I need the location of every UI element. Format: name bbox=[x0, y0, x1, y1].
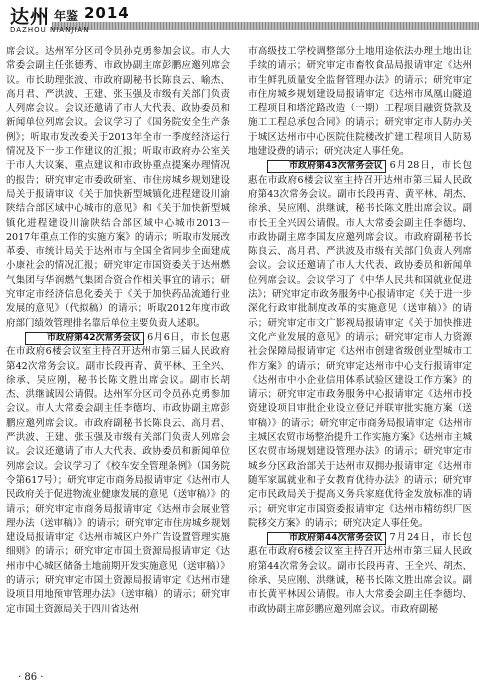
paragraph-meeting-44 bbox=[248, 531, 472, 617]
page-header bbox=[0, 0, 479, 44]
left-column bbox=[6, 45, 230, 617]
logo-year: 2014 bbox=[84, 4, 130, 22]
paragraph-meeting-42 bbox=[6, 331, 230, 617]
paragraph-continued: 席会议。达州军分区司令员孙克勇参加会议。市人大常委会副主任张德秀、市政协副主席彭鹏应邀列席会议。市长助理张波、市政府副秘书长陈良云、喻杰、高月君、严洪波、王建、张玉强及市级有关部门负责人列席会议。会议还邀请了市人大代表、政协委员和新闻单位列席会议。会议学习了《国务院安全生产条例》；听取市发改委关于2013年全市一季度经济运行情况及下一步工作建议的汇报；听取市政府办公室关于市人大议案、重点建议和市政协重点提案办理情况的报告；研究审定市委政研室、市住房城乡规划建设局关于报请审议《关于加快新型城镇化进程建设川渝陕结合部区域中心城市的意见》和《关于加快新型城镇化进程建设川渝陕结合部区域中心城市2013－2017年重点工作的实施方案》的请示；听取市发展改革委、市统计局关于达州市与全国全省同步全面建成小康社会的情况汇报；研究审定市国资委关于达州燃气集团与华润燃气集团合资合作相关事宜的请示；研究审定市经济信息化委关于《关于加快药品流通行业发展的意见》（代拟稿）的请示；听取2012年度市政府部门绩效管理排名靠后单位主要负责人述职。 bbox=[6, 46, 230, 329]
right-column bbox=[248, 45, 472, 617]
header-band bbox=[52, 22, 479, 30]
paragraph-meeting-43 bbox=[248, 159, 472, 531]
logo-title: 达州 bbox=[10, 6, 51, 28]
meeting-text-43: 6月28日，市长包惠在市政府6楼会议室主持召开达州市第三届人民政府第43次常务会议。副市长段再青、黄平林、胡杰、徐承、吴应刚、洪继诚，秘书长陈文胜出席会议。副市长王全兴因公请假。市人大常委会副主任李德均、市政协副主席李国友应邀列席会议。市政府副秘书长陈良云、高月君、严洪波及市级有关部门负责人列席会议。会议还邀请了市人大代表、政协委员和新闻单位列席会议。会议学习了《中华人民共和国就业促进法》；研究审定市政务服务中心报请审定《关于进一步深化行政审批制度改革的实施意见（送审稿）》的请示；研究审定市文广影视局报请审定《关于加快推进文化产业发展的意见》的请示；研究审定市人力资源社会保障局报请审定《达州市创建省级创业型城市工作方案》的请示；研究审定达州市中心支行报请审定《达州市中小企业信用体系试验区建设工作方案》的请示；研究审定市政务服务中心报请审定《达州市投资建设项目审批企业设立登记并联审批实施方案（送审稿）》的请示；研究审定市商务局报请审定《达州市主城区农贸市场整治提升工作实施方案》《达州市主城区农贸市场规划建设管理办法》的请示；研究审定市城乡分区政治部关于达州市双拥办报请审定《达州市随军家属就业和子女教育优待办法》的请示；研究审定市民政局关于提高义务兵家庭优待金发放标准的请示；研究审定市国资委报请审定《达州市精纺织厂医院移交方案》的请示；研究决定人事任免。 bbox=[248, 160, 472, 529]
logo-english: DAZHOU NIANJIAN bbox=[10, 26, 90, 34]
meeting-text-42: 6月6日，市长包惠在市政府6楼会议室主持召开达州市第三届人民政府第42次常务会议。副市长段再青、黄平林、王全兴、徐承、吴应刚，秘书长陈文胜出席会议。副市长胡杰、洪继诚因公请假。达州军分区司令员孙克勇参加会议。市人大常委会副主任李德均、市政协副主席彭鹏应邀列席会议。市政府副秘书长陈良云、高月君、严洪波、王建、张玉强及市级有关部门负责人列席会议。会议还邀请了市人大代表、政协委员和新闻单位列席会议。会议学习了《校车安全管理条例》（国务院令第617号）；研究审定市商务局报请审定《达州市人民政府关于促进物流业健康发展的意见（送审稿）》的请示；研究审定市商务局报请审定《达州市会展业管理办法（送审稿）》的请示；研究审定市住房城乡规划建设局报请审定《达州市城区户外广告设置管理实施细则》的请示；研究审定市国土资源局报请审定《达州市中心城区储备土地前期开发实施意见（送审稿）》的请示；研究审定市国土资源局报请审定《达州市建设项目用地预审管理办法》（送审稿）的请示；研究审定市国土资源局关于四川省达州 bbox=[6, 331, 230, 615]
page-number: · 86 · bbox=[18, 672, 44, 683]
meeting-heading-44: 市政府第44次常务会议 bbox=[267, 532, 386, 545]
meeting-text-44: 7月24日，市长包惠在市政府6楼会议室主持召开达州市第三届人民政府第44次常务会议。副市长段再青、王全兴、胡杰、徐承、吴应刚、洪继诚，秘书长陈文胜出席会议。副市长黄平林因公请假。市人大常委会副主任李德均、市政协副主席彭鹏应邀列席会议。市政府副秘 bbox=[248, 532, 472, 615]
meeting-heading-43: 市政府第43次常务会议 bbox=[267, 160, 386, 173]
logo-subtitle: 年鉴 bbox=[54, 9, 79, 23]
paragraph-continued-right: 市高级技工学校调整部分土地用途依法办理土地出让手续的请示；研究审定市畜牧食品局报请审定《达州市生鲜乳质量安全监督管理办法》的请示；研究审定市住房城乡规划建设局报请审定《达州市凤凰山隧道工程项目和塔沱路改造（一期）工程项目融资贷款及施工工程总承包合同》的请示；研究审定市人防办关于城区达州市中心医院住院楼改扩建工程项目人防易地建设费的请示；研究决定人事任免。 bbox=[248, 46, 472, 158]
meeting-heading-42: 市政府第42次常务会议 bbox=[25, 332, 144, 345]
